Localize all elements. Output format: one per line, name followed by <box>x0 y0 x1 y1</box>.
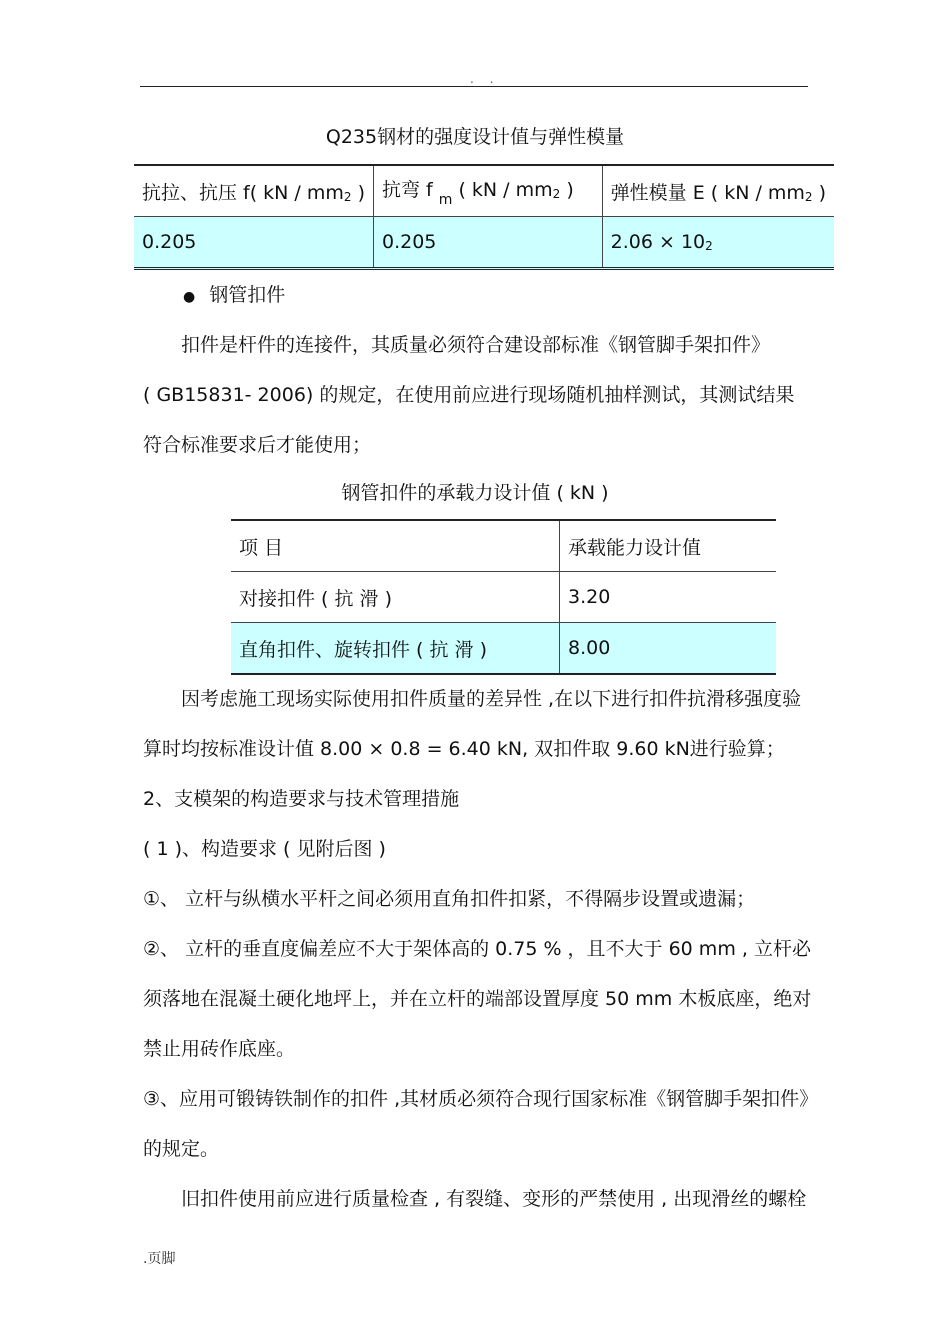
para3-line1: 旧扣件使用前应进行质量检查 , 有裂缝、变形的严禁使用 , 出现滑丝的螺栓 <box>181 1188 807 1210</box>
row-item: 直角扣件、旋转扣件 ( 抗 滑 ) <box>231 623 560 675</box>
table-row <box>231 623 776 675</box>
para1-line1: 扣件是杆件的连接件，其质量必须符合建设部标准《钢管脚手架扣件》 <box>181 334 771 356</box>
table2-caption: 钢管扣件的承载力设计值 ( kN ) <box>341 482 609 504</box>
header-elastic-modulus: 弹性模量 E ( kN / $mm_2$ ) <box>602 165 834 217</box>
item3-line2: 的规定。 <box>143 1138 220 1160</box>
header-item: 项 目 <box>231 520 560 572</box>
header-rule <box>140 86 808 87</box>
value-tension-compression: 0.205 <box>134 217 374 269</box>
bullet-icon: ● <box>183 289 196 305</box>
header-dots: . . <box>470 72 500 86</box>
item2-line2: 须落地在混凝土硬化地坪上，并在立杆的端部设置厚度 50 mm 木板底座，绝对 <box>143 988 812 1010</box>
table-header-row <box>134 165 834 217</box>
value-elastic-modulus: $2.06 \times 10_2$ <box>610 231 713 253</box>
table-header-row <box>231 520 776 572</box>
table1-caption: Q235钢材的强度设计值与弹性模量 <box>325 126 625 148</box>
subsection-construction-requirements: ( 1 )、构造要求 ( 见附后图 ) <box>143 838 386 860</box>
table-row <box>231 572 776 623</box>
para1-line3: 符合标准要求后才能使用； <box>143 434 372 456</box>
item2-line3: 禁止用砖作底座。 <box>143 1038 296 1060</box>
row-item: 对接扣件 ( 抗 滑 ) <box>231 572 560 623</box>
table-row <box>134 217 834 269</box>
header-tension-compression: 抗拉、抗压 f( kN / $mm_2$ ) <box>134 165 374 217</box>
page-footer: .页脚 <box>143 1251 176 1267</box>
item3-line1: ③、应用可锻铸铁制作的扣件 ,其材质必须符合现行国家标准《钢管脚手架扣件》 <box>143 1088 819 1110</box>
item2-line1: ②、 立杆的垂直度偏差应不大于架体高的 0.75 % ，且不大于 60 mm , 立杆必 <box>143 938 811 960</box>
clamp-capacity-table <box>231 519 776 675</box>
para1-line2: ( GB15831- 2006) 的规定，在使用前应进行现场随机抽样测试，其测试结果 <box>143 384 795 406</box>
item1: ①、 立杆与纵横水平杆之间必须用直角扣件扣紧，不得隔步设置或遗漏； <box>143 888 756 910</box>
value-bending: 0.205 <box>374 217 603 269</box>
section2-title: 2、支模架的构造要求与技术管理措施 <box>143 788 460 810</box>
para2-line2: 算时均按标准设计值 8.00 × 0.8 = 6.40 kN, 双扣件取 9.60 kN进行验算； <box>143 738 785 760</box>
header-bending: 抗弯 f $_m$ ( kN / $mm_2$ ) <box>374 165 603 217</box>
row-value: 8.00 <box>568 637 611 659</box>
header-capacity: 承载能力设计值 <box>560 520 777 572</box>
row-value: 3.20 <box>560 572 777 623</box>
para2-line1: 因考虑施工现场实际使用扣件质量的差异性 ,在以下进行扣件抗滑移强度验 <box>181 688 802 710</box>
steel-strength-table <box>134 164 834 270</box>
section-heading-clamps: ● 钢管扣件 <box>183 284 286 306</box>
